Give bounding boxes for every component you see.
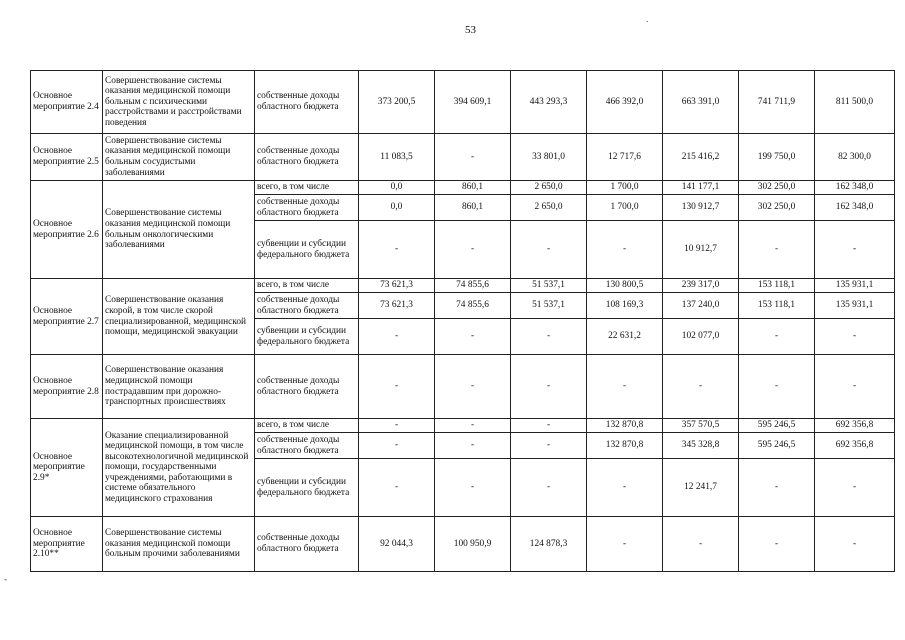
value-cell: - (359, 459, 435, 517)
value-cell: 741 711,9 (739, 71, 815, 134)
description-cell: Совершенствование оказания медицинской помощи пострадавшим при дорожно-транспортных происшествиях (103, 355, 255, 419)
value-cell: - (359, 419, 435, 433)
source-cell: собственные доходы областного бюджета (255, 433, 359, 459)
value-cell: 12 241,7 (663, 459, 739, 517)
description-cell: Совершенствование системы оказания медицинской помощи больным с психическими расстройствами и расстройствами поведения (103, 71, 255, 134)
value-cell: 33 801,0 (511, 134, 587, 181)
value-cell: - (435, 355, 511, 419)
value-cell: - (739, 459, 815, 517)
measure-cell: Основное мероприятие 2.10** (31, 517, 103, 572)
table-row (31, 71, 895, 134)
value-cell: - (815, 319, 895, 355)
value-cell: - (435, 459, 511, 517)
value-cell: 811 500,0 (815, 71, 895, 134)
value-cell: - (359, 433, 435, 459)
value-cell: 199 750,0 (739, 134, 815, 181)
value-cell: 51 537,1 (511, 279, 587, 293)
description-cell: Оказание специализированной медицинской помощи, в том числе высокотехнологичной медицинской помощи, государственными учреждениями, работающими в системе обязательного медицинского страхования (103, 419, 255, 517)
value-cell: 100 950,9 (435, 517, 511, 572)
value-cell: - (359, 355, 435, 419)
value-cell: 153 118,1 (739, 293, 815, 319)
description-cell: Совершенствование системы оказания медицинской помощи больным прочими заболеваниями (103, 517, 255, 572)
value-cell: - (435, 221, 511, 279)
value-cell: - (587, 459, 663, 517)
scan-speck: . (646, 14, 649, 24)
measure-cell: Основное мероприятие 2.8 (31, 355, 103, 419)
description-cell: Совершенствование системы оказания медицинской помощи больным сосудистыми заболеваниями (103, 134, 255, 181)
value-cell: 394 609,1 (435, 71, 511, 134)
source-cell: собственные доходы областного бюджета (255, 293, 359, 319)
table-row (31, 517, 895, 572)
value-cell: 74 855,6 (435, 293, 511, 319)
value-cell: 10 912,7 (663, 221, 739, 279)
value-cell: 141 177,1 (663, 181, 739, 195)
value-cell: 51 537,1 (511, 293, 587, 319)
value-cell: 2 650,0 (511, 181, 587, 195)
value-cell: 302 250,0 (739, 195, 815, 221)
value-cell: 132 870,8 (587, 419, 663, 433)
measure-cell: Основное мероприятие 2.6 (31, 181, 103, 279)
measure-cell: Основное мероприятие 2.5 (31, 134, 103, 181)
description-cell: Совершенствование системы оказания медицинской помощи больным онкологическими заболеваниями (103, 181, 255, 279)
value-cell: 860,1 (435, 195, 511, 221)
value-cell: 466 392,0 (587, 71, 663, 134)
value-cell: 102 077,0 (663, 319, 739, 355)
value-cell: 443 293,3 (511, 71, 587, 134)
value-cell: 357 570,5 (663, 419, 739, 433)
value-cell: 74 855,6 (435, 279, 511, 293)
measure-cell: Основное мероприятие 2.7 (31, 279, 103, 355)
value-cell: 215 416,2 (663, 134, 739, 181)
value-cell: 1 700,0 (587, 195, 663, 221)
description-cell: Совершенствование оказания скорой, в том числе скорой специализированной, медицинской помощи, медицинской эвакуации (103, 279, 255, 355)
value-cell: 0,0 (359, 181, 435, 195)
value-cell: 595 246,5 (739, 433, 815, 459)
value-cell: 162 348,0 (815, 195, 895, 221)
value-cell: - (435, 319, 511, 355)
value-cell: 108 169,3 (587, 293, 663, 319)
value-cell: 73 621,3 (359, 293, 435, 319)
value-cell: - (739, 355, 815, 419)
value-cell: 132 870,8 (587, 433, 663, 459)
source-cell: собственные доходы областного бюджета (255, 195, 359, 221)
source-cell: всего, в том числе (255, 279, 359, 293)
source-cell: собственные доходы областного бюджета (255, 134, 359, 181)
value-cell: 153 118,1 (739, 279, 815, 293)
value-cell: 11 083,5 (359, 134, 435, 181)
table-row (31, 355, 895, 419)
source-cell: субвенции и субсидии федерального бюджета (255, 221, 359, 279)
value-cell: 860,1 (435, 181, 511, 195)
value-cell: - (663, 355, 739, 419)
value-cell: - (511, 459, 587, 517)
source-cell: субвенции и субсидии федерального бюджета (255, 319, 359, 355)
value-cell: - (511, 433, 587, 459)
value-cell: 239 317,0 (663, 279, 739, 293)
value-cell: 82 300,0 (815, 134, 895, 181)
value-cell: - (359, 319, 435, 355)
value-cell: 12 717,6 (587, 134, 663, 181)
measure-cell: Основное мероприятие 2.9* (31, 419, 103, 517)
value-cell: - (739, 319, 815, 355)
value-cell: - (815, 355, 895, 419)
value-cell: - (739, 221, 815, 279)
value-cell: 137 240,0 (663, 293, 739, 319)
value-cell: - (511, 355, 587, 419)
page-number: 53 (465, 24, 476, 36)
value-cell: 373 200,5 (359, 71, 435, 134)
value-cell: - (815, 221, 895, 279)
value-cell: 124 878,3 (511, 517, 587, 572)
source-cell: всего, в том числе (255, 419, 359, 433)
value-cell: 135 931,1 (815, 293, 895, 319)
value-cell: - (435, 419, 511, 433)
value-cell: - (587, 517, 663, 572)
budget-table (30, 70, 895, 572)
source-cell: собственные доходы областного бюджета (255, 517, 359, 572)
scan-speck: - (4, 574, 7, 584)
value-cell: - (739, 517, 815, 572)
value-cell: - (359, 221, 435, 279)
value-cell: - (511, 319, 587, 355)
table-row (31, 181, 895, 195)
value-cell: 302 250,0 (739, 181, 815, 195)
value-cell: 692 356,8 (815, 433, 895, 459)
value-cell: - (663, 517, 739, 572)
table-row (31, 419, 895, 433)
value-cell: - (587, 221, 663, 279)
value-cell: - (435, 134, 511, 181)
value-cell: 0,0 (359, 195, 435, 221)
value-cell: 595 246,5 (739, 419, 815, 433)
table-row (31, 279, 895, 293)
value-cell: 692 356,8 (815, 419, 895, 433)
value-cell: - (511, 221, 587, 279)
value-cell: 345 328,8 (663, 433, 739, 459)
value-cell: 135 931,1 (815, 279, 895, 293)
source-cell: собственные доходы областного бюджета (255, 71, 359, 134)
value-cell: - (815, 517, 895, 572)
value-cell: 92 044,3 (359, 517, 435, 572)
value-cell: 130 800,5 (587, 279, 663, 293)
value-cell: 73 621,3 (359, 279, 435, 293)
value-cell: 2 650,0 (511, 195, 587, 221)
value-cell: 130 912,7 (663, 195, 739, 221)
value-cell: - (435, 433, 511, 459)
source-cell: всего, в том числе (255, 181, 359, 195)
value-cell: - (587, 355, 663, 419)
measure-cell: Основное мероприятие 2.4 (31, 71, 103, 134)
source-cell: собственные доходы областного бюджета (255, 355, 359, 419)
value-cell: 22 631,2 (587, 319, 663, 355)
value-cell: 1 700,0 (587, 181, 663, 195)
value-cell: - (815, 459, 895, 517)
table-row (31, 134, 895, 181)
source-cell: субвенции и субсидии федерального бюджета (255, 459, 359, 517)
value-cell: 162 348,0 (815, 181, 895, 195)
value-cell: - (511, 419, 587, 433)
value-cell: 663 391,0 (663, 71, 739, 134)
